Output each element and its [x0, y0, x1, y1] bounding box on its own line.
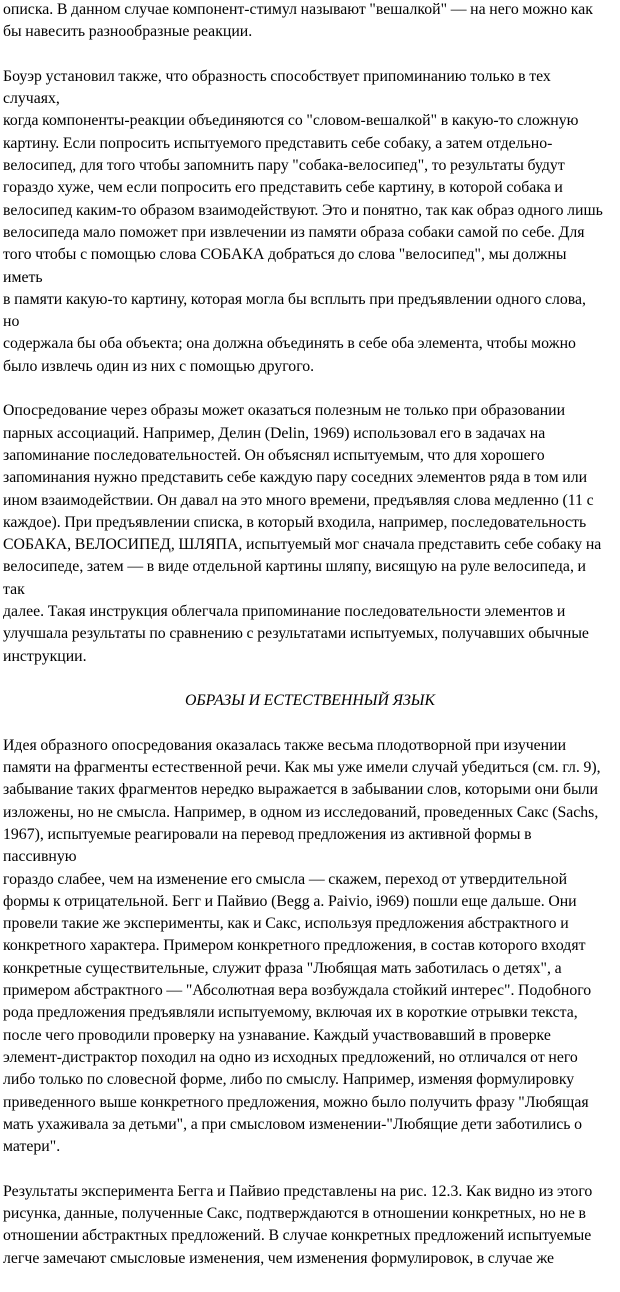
paragraph-delin-sequences: Опосредование через образы может оказаться полезным не только при образовании парных ассоциаций. Например, Делин (Delin, 1969) использовал его в задачах на запоминание последовательностей. Он объяснял испытуемым, что для хорошего запоминания нужно представить себе каждую пару соседних элементов ряда в том или ином взаимодействии. Он давал на это много времени, предъявляя слова медленно (11 с каждое). При предъявлении списка, в который входила, например, последовательность СОБАКА, ВЕЛОСИПЕД, ШЛЯПА, испытуемый мог сначала представить себе собаку на велосипеде, затем — в виде отдельной картины шляпу, висящую на руле велосипеда, и так далее. Такая инструкция облегчала припоминание последовательности элементов и улучшала результаты по сравнению с результатами испытуемых, получавших обычные инструкции. — [3, 402, 602, 665]
section-heading: ОБРАЗЫ И ЕСТЕСТВЕННЫЙ ЯЗЫК — [184, 692, 436, 710]
paragraph-stimulus-hanger: описка. В данном случае компонент-стимул называют "вешалкой" — на него можно как бы навесить разнообразные реакции. — [3, 1, 593, 41]
paragraph-natural-language: Идея образного опосредования оказалась также весьма плодотворной при изучении памяти на фрагменты естественной речи. Как мы уже имели случай убедиться (см. гл. 9), забывание таких фрагментов нередко выражается в забывании слов, которыми они были изложены, но не смысла. Например, в одном из исследований, проведенных Сакс (Sachs, 1967), испытуемые реагировали на перевод предложения из активной формы в пассивную гораздо слабее, чем на изменение его смысла — скажем, переход от утвердительной формы к отрицательной. Бегг и Пайвио (Begg a. Paivio, i969) пошли еще дальше. Они провели такие же эксперименты, как и Сакс, используя предложения абстрактного и конкретного характера. Примером конкретного предложения, в состав которого входят конкретные существительные, служит фраза "Любящая мать заботилась о детях", а примером абстрактного — "Абсолютная вера возбуждала стойкий интерес". Подобного рода предложения предъявляли испытуемому, включая их в короткие отрывки текста, после чего проводили проверку на узнавание. Каждый участвовавший в проверке элемент-дистрактор походил на одно из исходных предложений, но отличался от него либо только по словесной форме, либо по смыслу. Например, изменяя формулировку приведенного выше конкретного предложения, можно было получить фразу "Любящая мать ухаживала за детьми", а при смысловом изменении-"Любящие дети заботились о матери". — [3, 736, 601, 1156]
paragraph-bower-imagery: Боуэр установил также, что образность способствует припоминанию только в тех случаях, когда компоненты-реакции объединяются со "словом-вешалкой" в какую-то сложную картину. Если попросить испытуемого представить себе собаку, а затем отдельно- велосипед, для того чтобы запомнить пару "собака-велосипед", то результаты будут гораздо хуже, чем если попросить его представить себе картину, в которой собака и велосипед каким-то образом взаимодействуют. Это и понятно, так как образ одного лишь велосипеда мало поможет при извлечении из памяти образа собаки самой по себе. Для того чтобы с помощью слова СОБАКА добраться до слова "велосипед", мы должны иметь в памяти какую-то картину, которая могла бы всплыть при предъявлении одного слова, но содержала бы оба объекта; она должна объединять в себе оба элемента, чтобы можно было извлечь один из них с помощью другого. — [3, 67, 603, 375]
paragraph-begg-paivio-results: Результаты эксперимента Бегга и Пайвио представлены на рис. 12.3. Как видно из этого рисунка, данные, полученные Сакс, подтверждаются в отношении конкретных, но не в отношении абстрактных предложений. В случае конкретных предложений испытуемые легче замечают смысловые изменения, чем изменения формулировок, в случае же — [3, 1182, 593, 1267]
